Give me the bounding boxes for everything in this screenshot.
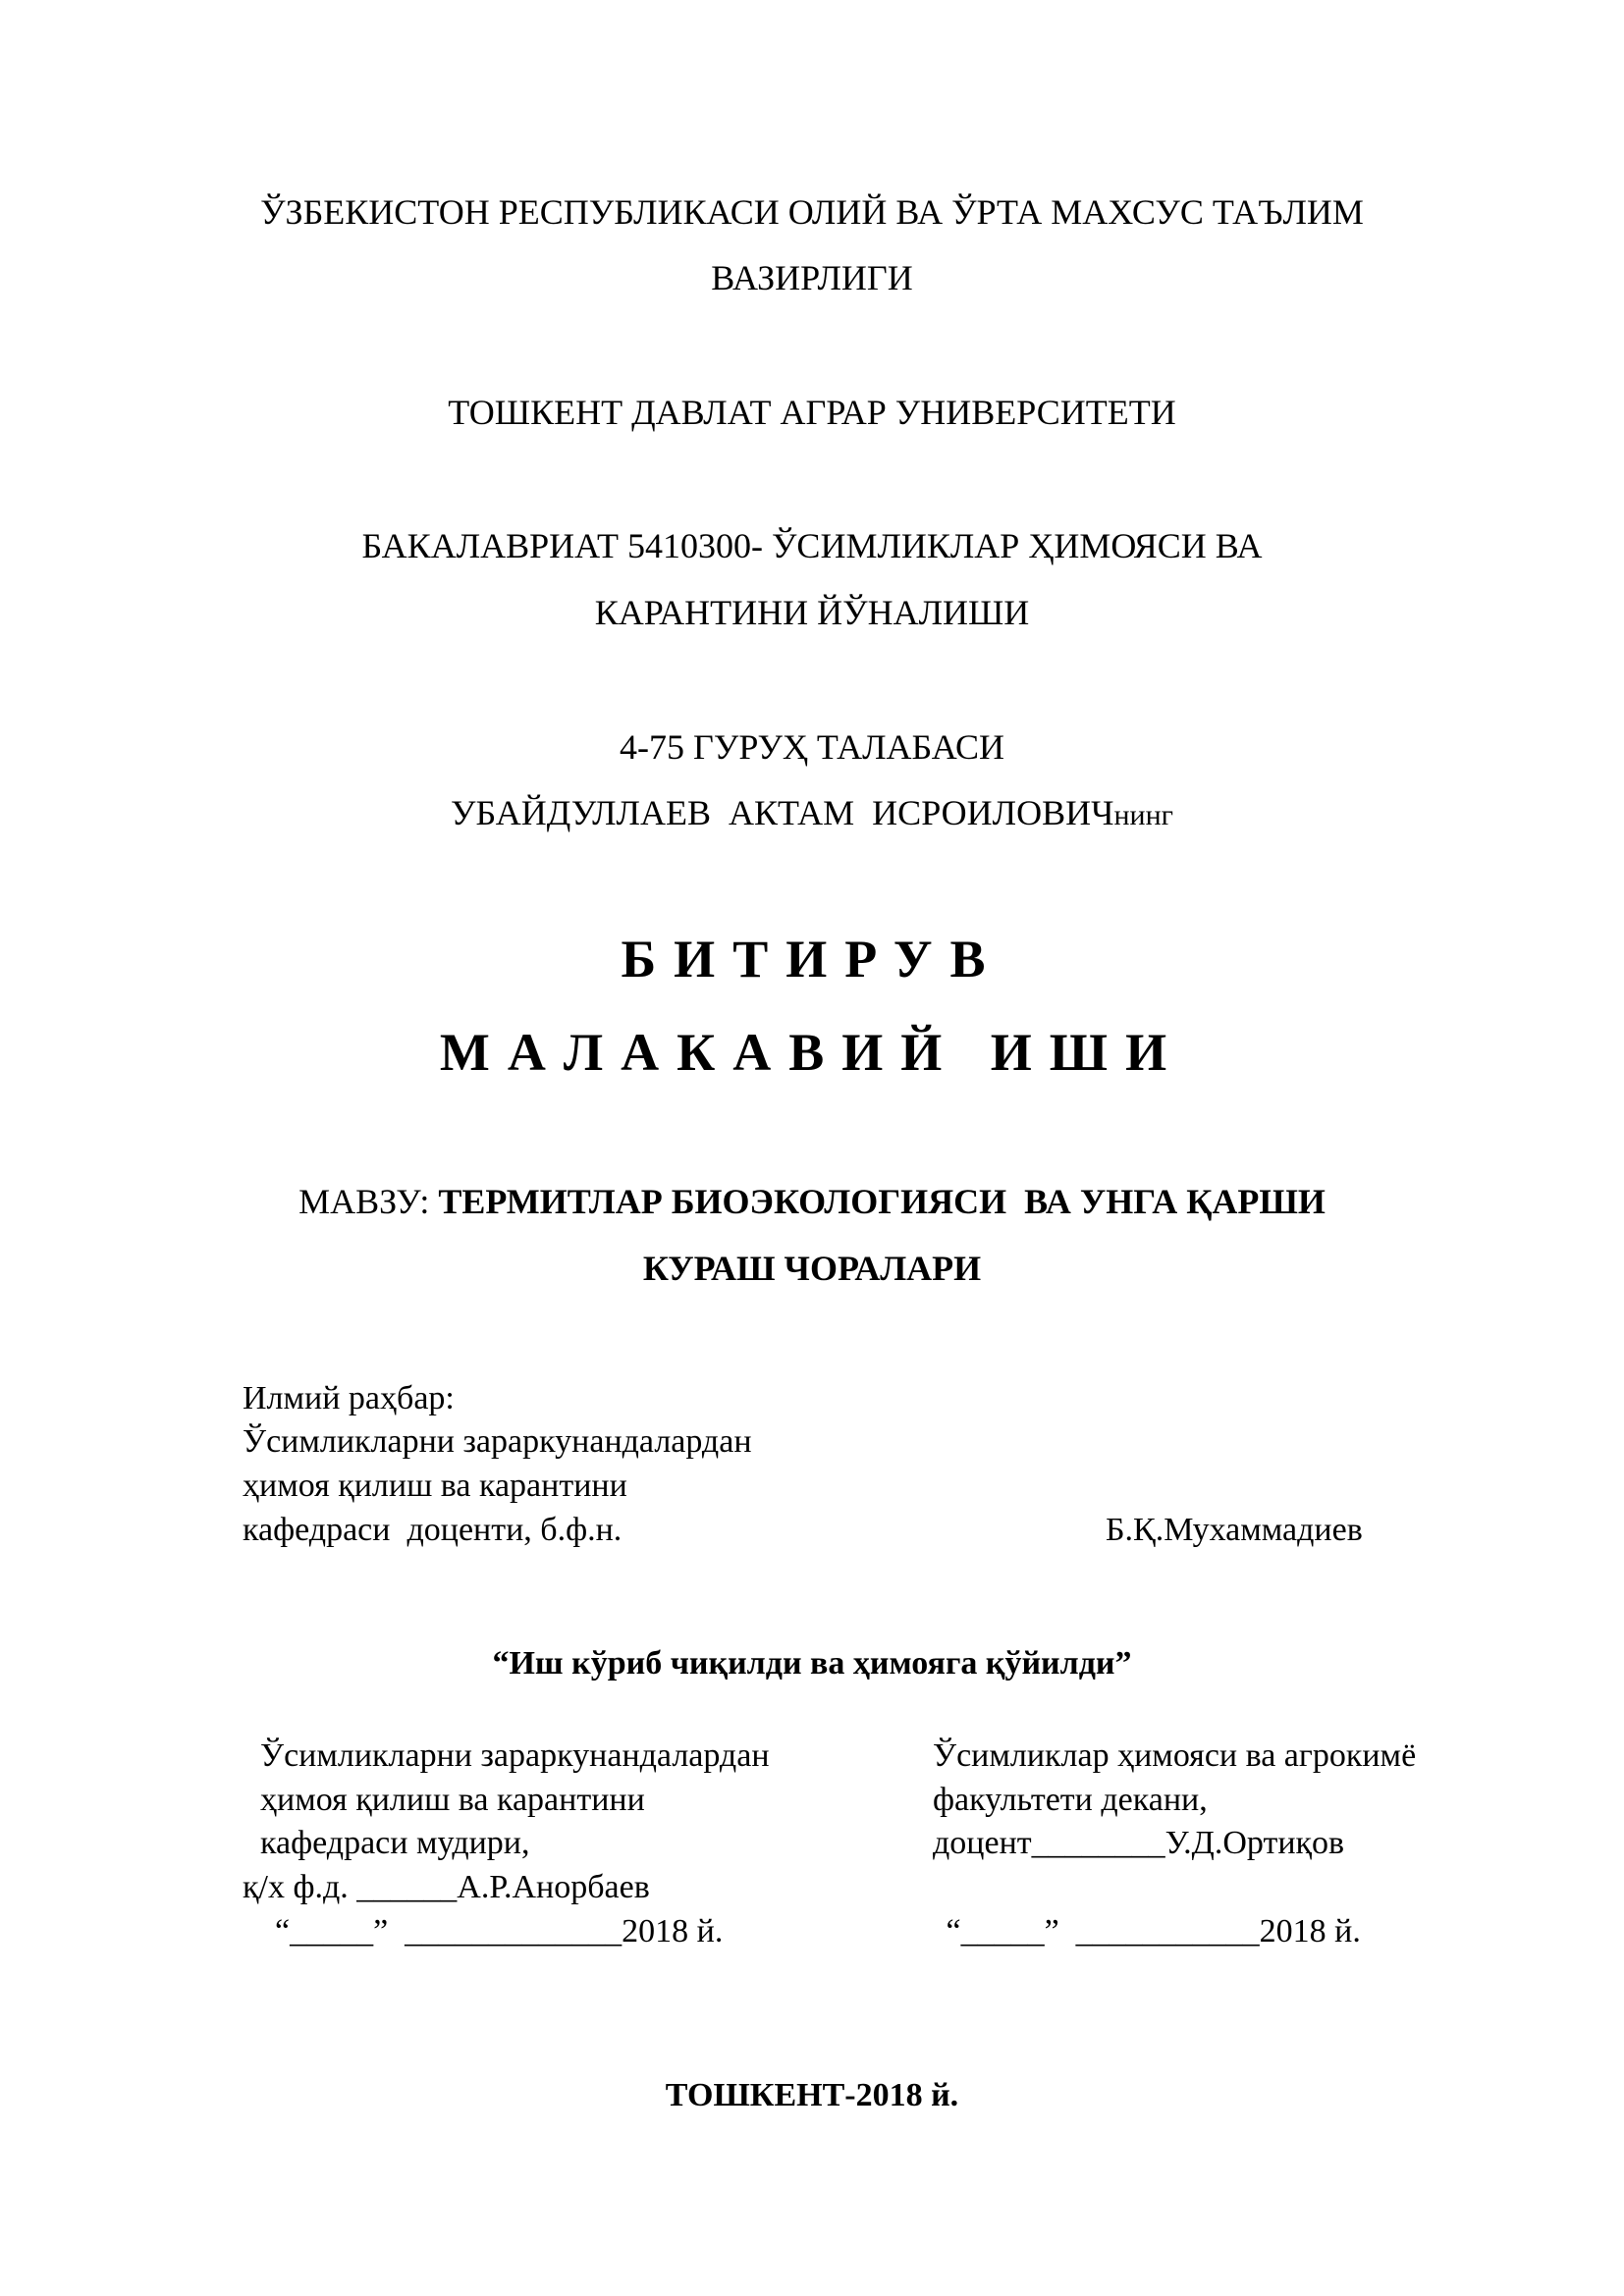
approval-heading: “Иш кўриб чиқилди ва ҳимояга қўйилди”	[492, 1645, 1132, 1682]
topic-line-1	[0, 1184, 1624, 1219]
program-line-2: КАРАНТИНИ ЙЎНАЛИШИ	[594, 593, 1030, 632]
student-name-line	[0, 795, 1624, 830]
approval-right-line-1: Ўсимликлар ҳимояси ва агрокимё	[933, 1737, 1417, 1774]
topic-title-part-2: КУРАШ ЧОРАЛАРИ	[642, 1249, 982, 1288]
approval-left-date: “_____” _____________2018 й.	[275, 1913, 724, 1949]
supervisor-dept-line-2: ҳимоя қилиш ва карантини	[243, 1468, 627, 1504]
student-name: УБАЙДУЛЛАЕВ АКТАМ ИСРОИЛОВИЧ	[451, 793, 1114, 832]
approval-left-line-2: ҳимоя қилиш ва карантини	[260, 1782, 645, 1818]
approval-left-line-3: кафедраси мудири,	[260, 1825, 530, 1861]
ministry-line-2: ВАЗИРЛИГИ	[711, 258, 913, 297]
supervisor-label: Илмий раҳбар:	[243, 1380, 455, 1416]
program-line-1: БАКАЛАВРИАТ 5410300- ЎСИМЛИКЛАР ҲИМОЯСИ ВА	[361, 526, 1263, 565]
topic-title-part-1: ТЕРМИТЛАР БИОЭКОЛОГИЯСИ ВА УНГА ҚАРШИ	[438, 1182, 1326, 1221]
ministry-line-1: ЎЗБЕКИСТОН РЕСПУБЛИКАСИ ОЛИЙ ВА ЎРТА МАХСУС ТАЪЛИМ	[260, 192, 1364, 232]
supervisor-name: Б.Қ.Мухаммадиев	[1106, 1512, 1363, 1548]
approval-left-line-1: Ўсимликларни зараркунандалардан	[260, 1737, 770, 1774]
student-group: 4-75 ГУРУҲ ТАЛАБАСИ	[620, 727, 1004, 767]
university-name: ТОШКЕНТ ДАВЛАТ АГРАР УНИВЕРСИТЕТИ	[448, 393, 1176, 432]
approval-left-signature: қ/х ф.д. ______А.Р.Анорбаев	[243, 1869, 650, 1905]
title-line-2: МАЛАКАВИЙ ИШИ	[439, 1023, 1185, 1082]
supervisor-position: кафедраси доценти, б.ф.н.	[243, 1512, 623, 1548]
approval-right-signature: доцент________У.Д.Ортиқов	[933, 1825, 1345, 1861]
student-name-suffix: нинг	[1113, 799, 1173, 831]
title-line-1: БИТИРУВ	[621, 930, 1003, 988]
approval-right-line-2: факультети декани,	[933, 1782, 1208, 1818]
approval-right-date: “_____” ___________2018 й.	[938, 1913, 1361, 1949]
supervisor-dept-line-1: Ўсимликларни зараркунандалардан	[243, 1423, 752, 1460]
footer-place-year: ТОШКЕНТ-2018 й.	[665, 2077, 959, 2113]
topic-label: МАВЗУ:	[298, 1182, 439, 1221]
